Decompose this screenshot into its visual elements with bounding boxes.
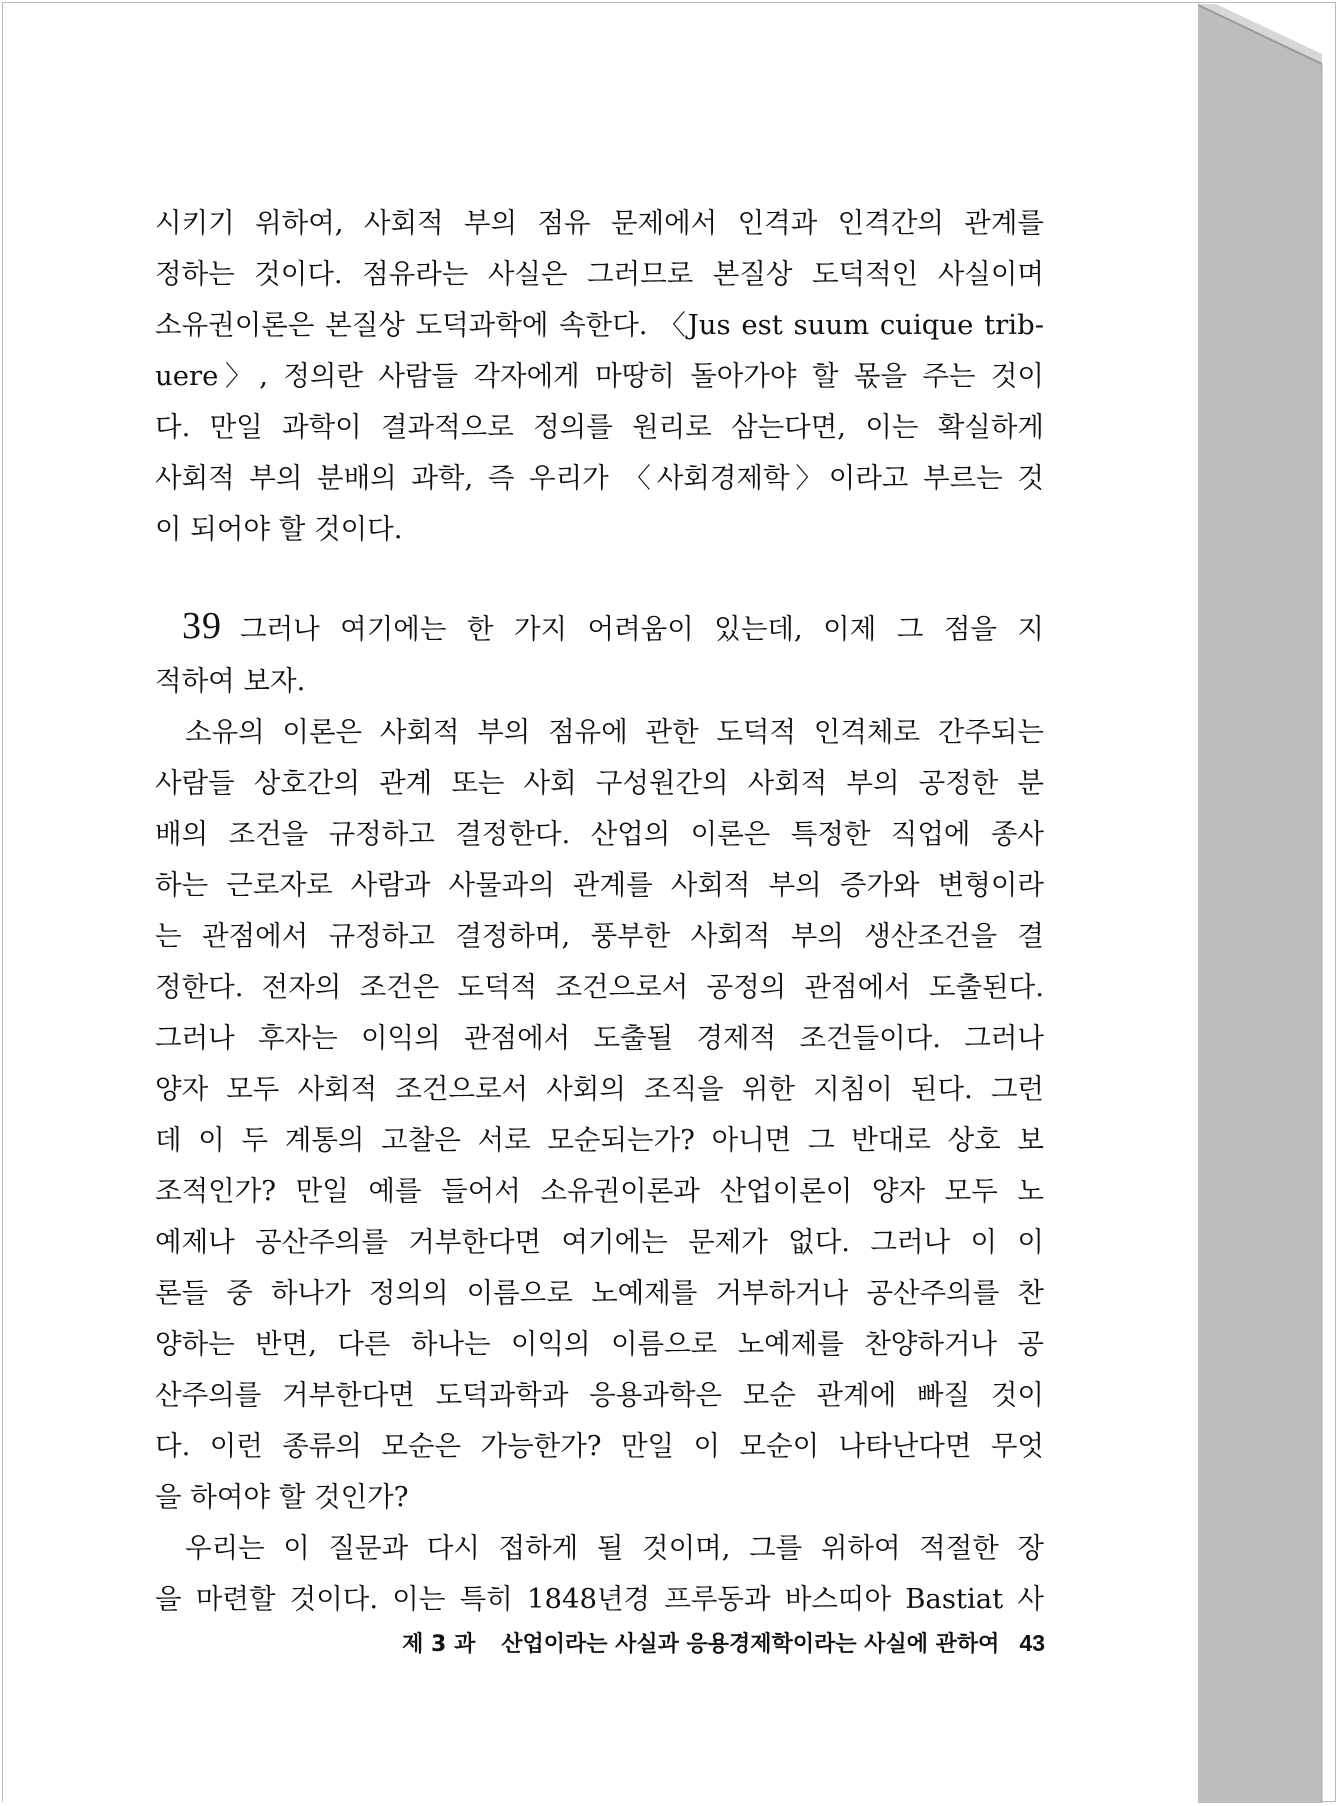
section-first-line (155, 596, 1044, 656)
text-line: 을 하여야 할 것인가? (155, 1481, 409, 1513)
text-line: 론들 중 하나가 정의의 이름으로 노예제를 거부하거나 공산주의를 찬 (155, 1277, 1044, 1309)
text-line: 사회적 부의 분배의 과학, 즉 우리가 〈사회경제학〉이라고 부르는 것 (155, 462, 1044, 494)
paragraph-intro (155, 198, 1044, 555)
paragraph-body (155, 707, 1044, 1523)
section-number: 39 (182, 605, 222, 647)
text-line: 배의 조건을 규정하고 결정한다. 산업의 이론은 특정한 직업에 종사 (155, 818, 1044, 850)
text-line: 양자 모두 사회적 조건으로서 사회의 조직을 위한 지침이 된다. 그런 (155, 1073, 1044, 1105)
text-line: 소유권이론은 본질상 도덕과학에 속한다. 〈Jus est suum cuique trib- (155, 309, 1044, 341)
text-line: 예제나 공산주의를 거부한다면 여기에는 문제가 없다. 그러나 이 이 (155, 1226, 1044, 1258)
text-line: 산주의를 거부한다면 도덕과학과 응용과학은 모순 관계에 빠질 것이 (155, 1379, 1044, 1411)
section-first-text: 그러나 여기에는 한 가지 어려움이 있는데, 이제 그 점을 지 (240, 613, 1044, 645)
footer-chapter: 제 3 과 (402, 1632, 476, 1657)
text-line: 다. 만일 과학이 결과적으로 정의를 원리로 삼는다면, 이는 확실하게 (155, 411, 1044, 443)
page-text (155, 198, 1044, 1625)
footer-title: 산업이라는 사실과 응용경제학이라는 사실에 관하여 (501, 1632, 1000, 1657)
text-line: 정한다. 전자의 조건은 도덕적 조건으로서 공정의 관점에서 도출된다. (155, 971, 1044, 1003)
text-line: 이 되어야 할 것이다. (155, 513, 403, 545)
text-line: 조적인가? 만일 예를 들어서 소유권이론과 산업이론이 양자 모두 노 (155, 1175, 1044, 1207)
text-line: 그러나 후자는 이익의 관점에서 도출될 경제적 조건들이다. 그러나 (155, 1022, 1044, 1054)
text-line: 양하는 반면, 다른 하나는 이익의 이름으로 노예제를 찬양하거나 공 (155, 1328, 1044, 1360)
text-line: 소유의 이론은 사회적 부의 점유에 관한 도덕적 인격체로 간주되는 (185, 716, 1044, 748)
text-line: 하는 근로자로 사람과 사물과의 관계를 사회적 부의 증가와 변형이라 (155, 869, 1044, 901)
text-line: 데 이 두 계통의 고찰은 서로 모순되는가? 아니면 그 반대로 상호 보 (155, 1124, 1044, 1156)
text-line: 시키기 위하여, 사회적 부의 점유 문제에서 인격과 인격간의 관계를 (155, 207, 1044, 239)
text-line: 정하는 것이다. 점유라는 사실은 그러므로 본질상 도덕적인 사실이며 (155, 258, 1044, 290)
section-second-line: 적하여 보자. (155, 665, 306, 697)
text-line: 는 관점에서 규정하고 결정하며, 풍부한 사회적 부의 생산조건을 결 (155, 920, 1044, 952)
text-line: 사람들 상호간의 관계 또는 사회 구성원간의 사회적 부의 공정한 분 (155, 767, 1044, 799)
book-edge-side (1196, 4, 1322, 1803)
text-line: 우리는 이 질문과 다시 접하게 될 것이며, 그를 위하여 적절한 장 (185, 1532, 1044, 1564)
section-39 (155, 596, 1044, 707)
text-line: 을 마련할 것이다. 이는 특히 1848년경 프루동과 바스띠아 Bastiat 사 (155, 1583, 1044, 1615)
page-number: 43 (1019, 1630, 1045, 1656)
paragraph-final (155, 1523, 1044, 1625)
text-line: 다. 이런 종류의 모순은 가능한가? 만일 이 모순이 나타난다면 무엇 (155, 1430, 1044, 1462)
text-line: uere〉, 정의란 사람들 각자에게 마땅히 돌아가야 할 몫을 주는 것이 (155, 360, 1044, 392)
section-gap (155, 555, 1044, 596)
running-footer (325, 1620, 1045, 1666)
